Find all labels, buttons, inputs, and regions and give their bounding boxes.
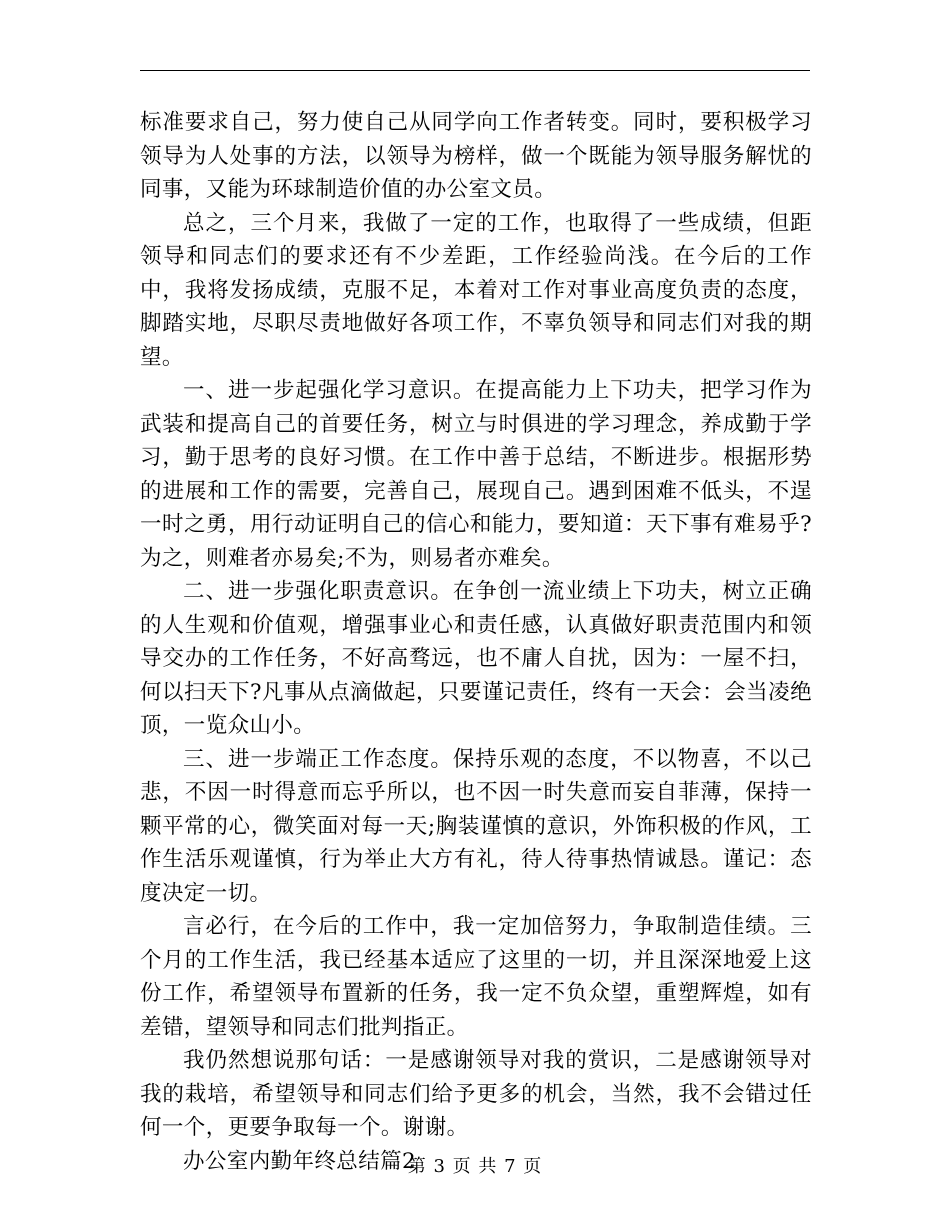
page-number-footer: 第 3 页 共 7 页 bbox=[407, 1156, 543, 1177]
paragraph: 我仍然想说那句话：一是感谢领导对我的赏识，二是感谢领导对我的栽培，希望领导和同志们给予更多的机会，当然，我不会错过任何一个，更要争取每一个。谢谢。 bbox=[140, 1048, 812, 1140]
document-body bbox=[140, 106, 812, 1178]
paragraph: 一、进一步起强化学习意识。在提高能力上下功夫，把学习作为武装和提高自己的首要任务，树立与时俱进的学习理念，养成勤于学习，勤于思考的良好习惯。在工作中善于总结，不断进步。根据形势的进展和工作的需要，完善自己，展现自己。遇到困难不低头，不逞一时之勇，用行动证明自己的信心和能力，要知道：天下事有难易乎?为之，则难者亦易矣;不为，则易者亦难矣。 bbox=[140, 378, 812, 571]
paragraph: 二、进一步强化职责意识。在争创一流业绩上下功夫，树立正确的人生观和价值观，增强事业心和责任感，认真做好职责范围内和领导交办的工作任务，不好高骛远，也不庸人自扰，因为：一屋不扫，何以扫天下?凡事从点滴做起，只要谨记责任，终有一天会：会当凌绝顶，一览众山小。 bbox=[140, 579, 812, 738]
paragraph: 言必行，在今后的工作中，我一定加倍努力，争取制造佳绩。三个月的工作生活，我已经基本适应了这里的一切，并且深深地爱上这份工作，希望领导布置新的任务，我一定不负众望，重塑辉煌，如有差错，望领导和同志们批判指正。 bbox=[140, 914, 812, 1040]
paragraph: 标准要求自己，努力使自己从同学向工作者转变。同时，要积极学习领导为人处事的方法，以领导为榜样，做一个既能为领导服务解忧的同事，又能为环球制造价值的办公室文员。 bbox=[140, 110, 812, 202]
header-rule bbox=[140, 70, 810, 71]
paragraph: 三、进一步端正工作态度。保持乐观的态度，不以物喜，不以己悲，不因一时得意而忘乎所以，也不因一时失意而妄自菲薄，保持一颗平常的心，微笑面对每一天;胸装谨慎的意识，外饰积极的作风，工作生活乐观谨慎，行为举止大方有礼，待人待事热情诚恳。谨记：态度决定一切。 bbox=[140, 746, 812, 906]
paragraph: 总之，三个月来，我做了一定的工作，也取得了一些成绩，但距领导和同志们的要求还有不少差距，工作经验尚浅。在今后的工作中，我将发扬成绩，克服不足，本着对工作对事业高度负责的态度，脚踏实地，尽职尽责地做好各项工作，不辜负领导和同志们对我的期望。 bbox=[140, 210, 812, 370]
section-heading: 办公室内勤年终总结篇2 bbox=[183, 1148, 417, 1174]
